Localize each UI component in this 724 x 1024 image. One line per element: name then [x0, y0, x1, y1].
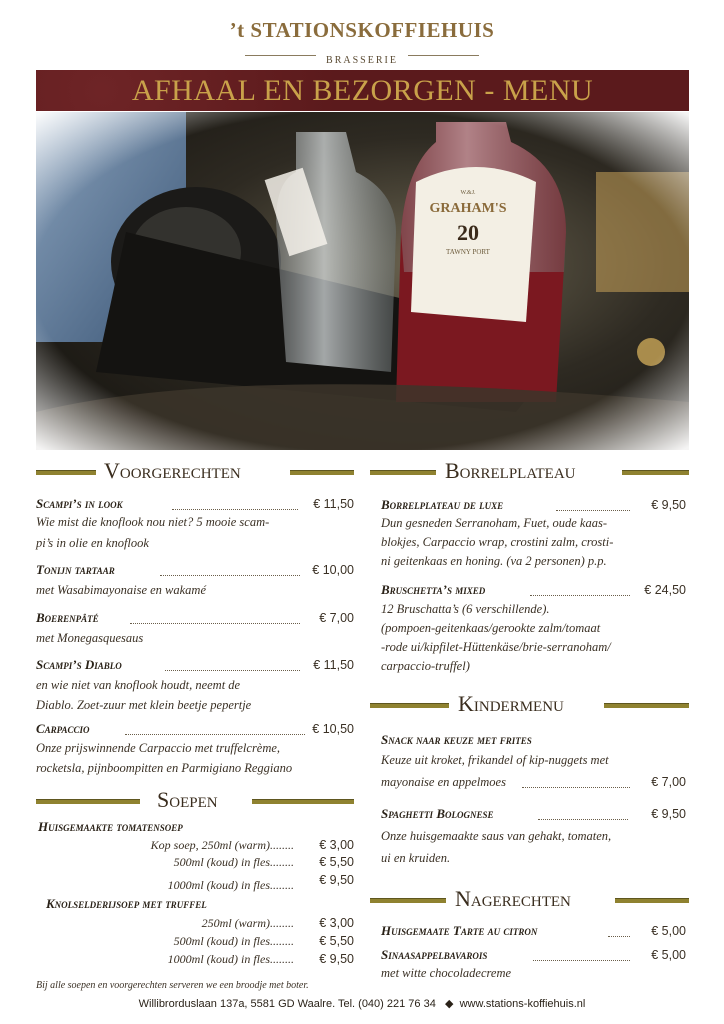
menu-item-desc: (pompoen-geitenkaas/gerookte zalm/tomaat: [381, 621, 601, 635]
menu-item-name: Scampi’s in look: [36, 496, 123, 511]
soup-size: 500ml (koud) in fles........: [173, 934, 294, 948]
soup-name: Knolselderijsoep met truffel: [46, 896, 207, 911]
menu-item-desc: Onze huisgemaakte saus van gehakt, tomaten,: [381, 829, 612, 843]
menu-item-name: Tonijn tartaar: [36, 562, 115, 577]
soup-size: 500ml (koud) in fles........: [173, 855, 294, 869]
menu-item-desc: carpaccio-truffel): [381, 659, 470, 673]
menu-item-name: Bruschetta’s mixed: [381, 582, 486, 597]
nagerechten-heading: Nagerechten: [455, 886, 571, 911]
brand-name: ’t STATIONSKOFFIEHUIS: [229, 18, 495, 42]
menu-item-price: € 9,50: [651, 498, 686, 512]
soup-size: 1000ml (koud) in fles........: [167, 878, 294, 892]
menu-item-name: Huisgemaate Tarte au citron: [381, 923, 538, 938]
soup-price: € 9,50: [319, 873, 354, 887]
soup-size: 250ml (warm)........: [201, 916, 294, 930]
menu-item-desc: Dun gesneden Serranoham, Fuet, oude kaas-: [381, 516, 607, 530]
dot-leader: [130, 623, 300, 624]
menu-item-desc: blokjes, Carpaccio wrap, crostini zalm, crosti-: [381, 535, 614, 549]
menu-item-desc: Keuze uit kroket, frikandel of kip-nuggets met: [381, 753, 609, 767]
dot-leader: [556, 510, 630, 511]
soup-price: € 9,50: [319, 952, 354, 966]
menu-item-desc: met Wasabimayonaise en wakamé: [36, 583, 206, 597]
soup-price: € 5,50: [319, 855, 354, 869]
menu-item-name: Sinaasappelbavarois: [381, 947, 488, 962]
kindermenu-rule-right: [604, 703, 689, 708]
menu-item-desc: rocketsla, pijnboompitten en Parmigiano Reggiano: [36, 761, 293, 775]
dot-leader: [608, 936, 630, 937]
soup-size: 1000ml (koud) in fles........: [167, 952, 294, 966]
voorgerechten-rule-right: [290, 470, 354, 475]
kindermenu-rule-left: [370, 703, 449, 708]
menu-item-price: € 5,00: [651, 924, 686, 938]
nagerechten-rule-left: [370, 898, 446, 903]
menu-item-name: Scampi’s Diablo: [36, 657, 122, 672]
footer-separator: ◆: [445, 998, 454, 1010]
menu-item-price: € 9,50: [651, 807, 686, 821]
nagerechten-rule-right: [615, 898, 689, 903]
soepen-rule-right: [252, 799, 354, 804]
soup-name: Huisgemaakte tomatensoep: [38, 819, 183, 834]
menu-item-price: € 10,50: [312, 722, 354, 736]
footer-website: www.stations-koffiehuis.nl: [459, 998, 586, 1010]
borrelplateau-rule-right: [622, 470, 689, 475]
menu-item-desc: Wie mist die knoflook nou niet? 5 mooie scam-: [36, 515, 270, 529]
menu-item-desc: met witte chocoladecreme: [381, 966, 512, 980]
page-title: AFHAAL EN BEZORGEN - MENU: [131, 74, 594, 107]
menu-item-name: Borrelplateau de luxe: [381, 497, 504, 512]
dot-leader: [522, 787, 630, 788]
kindermenu-heading: Kindermenu: [458, 691, 564, 716]
hero-photo: [36, 112, 689, 450]
footer: [0, 997, 724, 1010]
menu-item-name: Snack naar keuze met frites: [381, 732, 532, 747]
menu-item-name: Spaghetti Bolognese: [381, 806, 494, 821]
menu-item-name: Boerenpâté: [36, 610, 99, 625]
menu-item-price: € 5,00: [651, 948, 686, 962]
menu-item-price: € 11,50: [313, 497, 354, 511]
borrelplateau-rule-left: [370, 470, 436, 475]
menu-item-desc: Onze prijswinnende Carpaccio met truffelcrème,: [36, 741, 281, 755]
soup-price: € 5,50: [319, 934, 354, 948]
menu-item-desc: mayonaise en appelmoes: [381, 775, 506, 789]
dot-leader: [533, 960, 630, 961]
menu-item-desc: -rode ui/kipfilet-Hüttenkäse/brie-serranoham/: [381, 640, 611, 654]
menu-item-price: € 11,50: [313, 658, 354, 672]
menu-item-name: Carpaccio: [36, 721, 90, 736]
menu-item-price: € 24,50: [644, 583, 686, 597]
voorgerechten-rule-left: [36, 470, 96, 475]
menu-item-desc: met Monegasquesaus: [36, 631, 144, 645]
dot-leader: [125, 734, 305, 735]
menu-item-desc: Diablo. Zoet-zuur met klein beetje pepertje: [36, 698, 252, 712]
dot-leader: [530, 595, 630, 596]
soup-price: € 3,00: [319, 838, 354, 852]
menu-item-desc: en wie niet van knoflook houdt, neemt de: [36, 678, 241, 692]
brand-subtitle: BRASSERIE: [316, 55, 408, 66]
menu-item-price: € 7,00: [651, 775, 686, 789]
menu-item-desc: ui en kruiden.: [381, 851, 451, 865]
dot-leader: [172, 509, 298, 510]
soup-price: € 3,00: [319, 916, 354, 930]
bread-note: Bij alle soepen en voorgerechten serveren we een broodje met boter.: [36, 980, 309, 991]
dot-leader: [165, 670, 300, 671]
voorgerechten-heading: Voorgerechten: [104, 458, 241, 483]
dot-leader: [538, 819, 628, 820]
dot-leader: [160, 575, 300, 576]
menu-item-price: € 10,00: [312, 563, 354, 577]
borrelplateau-heading: Borrelplateau: [445, 458, 576, 483]
menu-item-price: € 7,00: [319, 611, 354, 625]
menu-item-desc: 12 Bruschatta’s (6 verschillende).: [381, 602, 550, 616]
menu-item-desc: pi’s in olie en knoflook: [36, 536, 149, 550]
menu-item-desc: ni geitenkaas en honing. (va 2 personen) p.p.: [381, 554, 607, 568]
soup-size: Kop soep, 250ml (warm)........: [150, 838, 294, 852]
soepen-heading: Soepen: [157, 787, 218, 812]
footer-address: Willibrorduslaan 137a, 5581 GD Waalre. Tel. (040) 221 76 34: [138, 998, 436, 1010]
soepen-rule-left: [36, 799, 140, 804]
